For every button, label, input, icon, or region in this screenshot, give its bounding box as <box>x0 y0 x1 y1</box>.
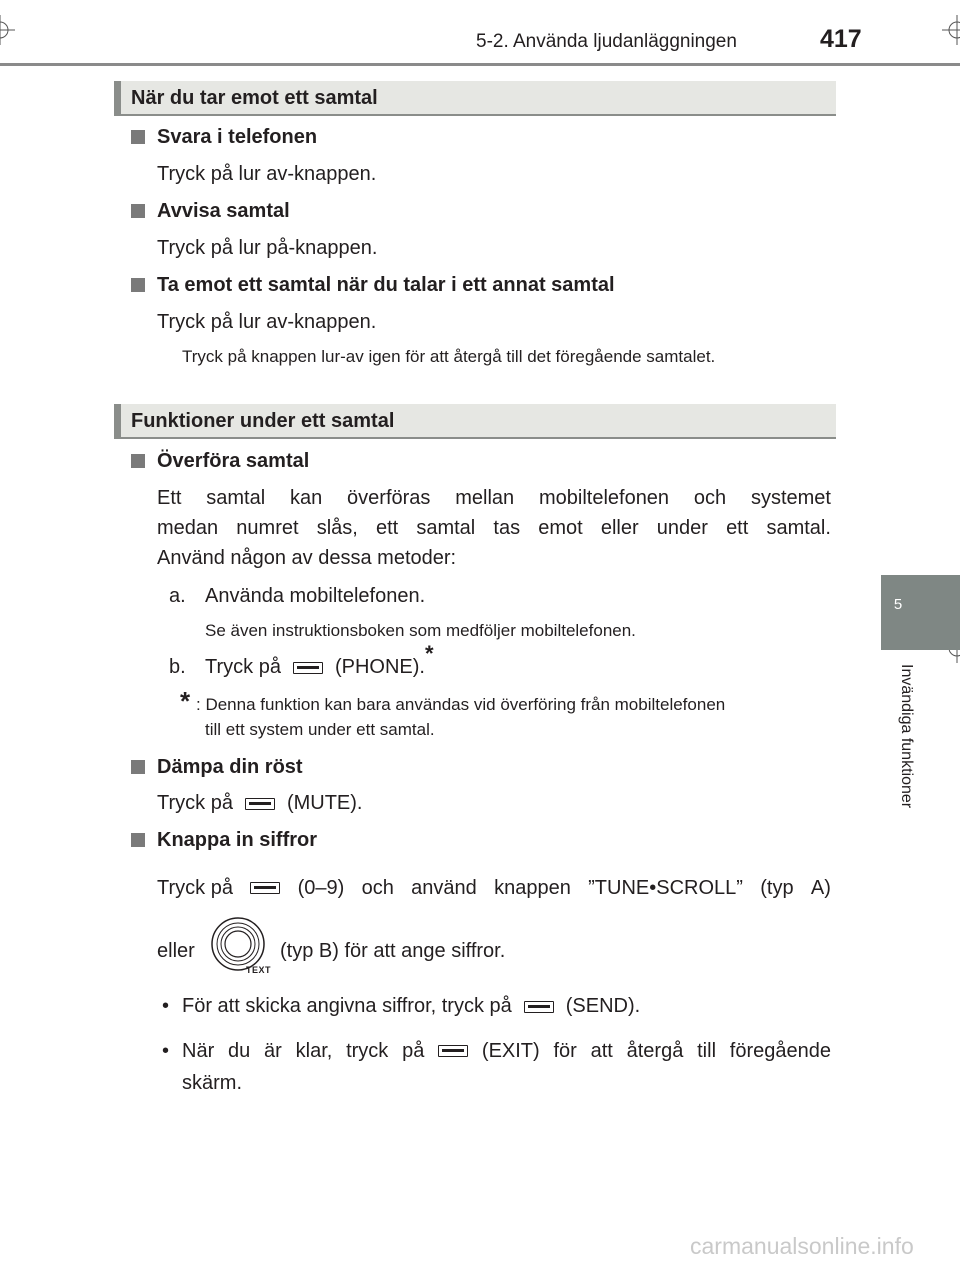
header-rule <box>0 63 960 66</box>
word: till <box>697 1040 717 1062</box>
number-button-icon <box>250 882 280 894</box>
word: (0–9) <box>297 877 345 899</box>
text-fragment: Tryck på <box>157 877 233 899</box>
word: på <box>402 1040 425 1062</box>
instruction-text <box>157 791 362 815</box>
word: använd <box>411 877 477 899</box>
instruction-text: Tryck på lur av-knappen. <box>157 163 377 185</box>
heading-marker-icon <box>131 760 145 774</box>
note-text: Se även instruktionsboken som medföljer mobiltelefonen. <box>205 621 636 640</box>
running-header-section: 5-2. Använda ljudanläggningen <box>476 31 737 52</box>
phone-button-icon <box>293 662 323 674</box>
list-marker: a. <box>169 585 186 607</box>
word: medan <box>157 517 219 539</box>
word: När <box>182 1040 215 1062</box>
page-number: 417 <box>820 25 862 53</box>
instruction-text: Tryck på lur av-knappen. <box>157 311 377 333</box>
word: systemet <box>750 487 831 509</box>
word: att <box>590 1040 613 1062</box>
word: och <box>361 877 394 899</box>
text-fragment: (typ B) för att ange siffror. <box>280 940 506 962</box>
subheading: Knappa in siffror <box>157 829 318 851</box>
word: klar, <box>295 1040 333 1062</box>
footnote-asterisk: * <box>424 641 434 667</box>
word: tryck <box>346 1040 389 1062</box>
word: eller <box>600 517 639 539</box>
word: samtal <box>416 517 476 539</box>
footnote-text: till ett system under ett samtal. <box>205 720 435 739</box>
word: Ett <box>157 487 182 509</box>
paragraph-line <box>157 516 831 540</box>
word: för <box>553 1040 577 1062</box>
word: knappen <box>494 877 571 899</box>
word: slås, <box>316 517 358 539</box>
word: återgå <box>626 1040 684 1062</box>
word: numret <box>236 517 299 539</box>
subheading: Svara i telefonen <box>157 126 318 148</box>
paragraph-line <box>182 1039 831 1063</box>
footnote-text: : Denna funktion kan bara användas vid överföring från mobiltelefonen <box>196 695 726 714</box>
text-fragment: Tryck på <box>205 656 281 678</box>
word: mobiltelefonen <box>538 487 670 509</box>
paragraph-line: skärm. <box>182 1072 242 1094</box>
word: samtal. <box>766 517 831 539</box>
footnote-marker: * <box>180 686 191 716</box>
word: föregående <box>729 1040 831 1062</box>
subheading: Dämpa din röst <box>157 756 303 778</box>
section-title: Funktioner under ett samtal <box>131 410 395 432</box>
word: (EXIT) <box>481 1040 540 1062</box>
word: ”TUNE•SCROLL” <box>588 877 743 899</box>
word: är <box>264 1040 282 1062</box>
subheading: Överföra samtal <box>157 450 310 472</box>
heading-marker-icon <box>131 278 145 292</box>
word: du <box>228 1040 251 1062</box>
bullet-glyph: • <box>162 995 170 1017</box>
send-button-icon <box>524 1001 554 1013</box>
heading-marker-icon <box>131 130 145 144</box>
instruction-text: Tryck på lur på-knappen. <box>157 237 378 259</box>
exit-button-icon <box>438 1045 468 1057</box>
subheading: Avvisa samtal <box>157 200 290 222</box>
registration-mark-icon <box>0 15 15 45</box>
word: kan <box>289 487 323 509</box>
registration-mark-icon <box>942 15 960 45</box>
word: samtal <box>206 487 266 509</box>
text-fragment: eller <box>157 940 195 962</box>
knob-label: TEXT <box>246 965 272 975</box>
chapter-number: 5 <box>893 596 903 613</box>
word: tas <box>493 517 521 539</box>
word: (typ <box>760 877 794 899</box>
word: ett <box>375 517 399 539</box>
text-fragment: (SEND). <box>565 995 641 1017</box>
note-text: Tryck på knappen lur-av igen för att återgå till det föregående samtalet. <box>182 347 716 366</box>
mute-button-icon <box>245 798 275 810</box>
word: och <box>693 487 727 509</box>
chapter-title: Invändiga funktioner <box>898 664 915 809</box>
word: mellan <box>455 487 515 509</box>
word: emot <box>538 517 583 539</box>
word: ett <box>726 517 749 539</box>
text-fragment: (PHONE). <box>334 656 425 678</box>
watermark: carmanualsonline.info <box>690 1233 914 1259</box>
list-marker: b. <box>169 656 186 678</box>
paragraph-line <box>157 486 831 510</box>
heading-marker-icon <box>131 833 145 847</box>
heading-marker-icon <box>131 204 145 218</box>
bullet-item-text <box>182 994 640 1018</box>
text-fragment: (MUTE). <box>286 792 363 814</box>
word: överföras <box>347 487 431 509</box>
section-header <box>114 81 836 116</box>
heading-marker-icon <box>131 454 145 468</box>
text-fragment: För att skicka angivna siffror, tryck på <box>182 995 512 1017</box>
paragraph-line <box>157 876 831 900</box>
list-item-text <box>205 641 434 679</box>
section-title: När du tar emot ett samtal <box>131 87 378 109</box>
text-fragment: Tryck på <box>157 792 233 814</box>
list-item-text: Använda mobiltelefonen. <box>205 585 426 607</box>
bullet-glyph: • <box>162 1040 170 1062</box>
subheading: Ta emot ett samtal när du talar i ett annat samtal <box>157 274 615 296</box>
word: A) <box>810 877 831 899</box>
paragraph-line: Använd någon av dessa metoder: <box>157 547 457 569</box>
word: under <box>656 517 708 539</box>
section-header <box>114 404 836 439</box>
